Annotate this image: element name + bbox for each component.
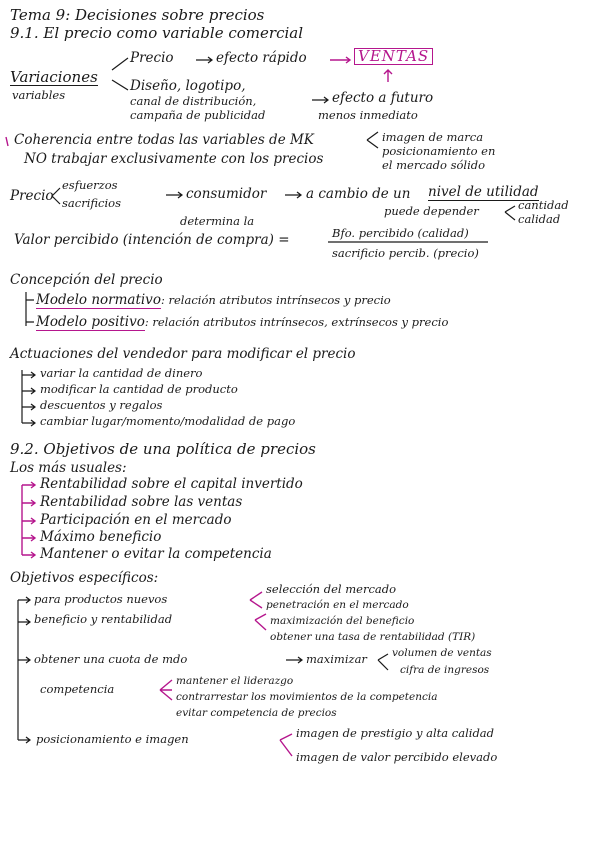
calidad: calidad [518, 212, 561, 226]
mercado-solido: el mercado sólido [382, 158, 486, 172]
fraction-numerator: Bfo. percibido (calidad) [332, 226, 469, 240]
usual-item: Rentabilidad sobre el capital invertido [40, 476, 303, 492]
precio-label: Precio [130, 50, 174, 66]
usuales-title: Los más usuales: [10, 460, 127, 476]
imagen-prestigio: imagen de prestigio y alta calidad [296, 726, 495, 740]
diseno-text: Diseño, logotipo, [130, 78, 246, 94]
canal-text: canal de distribución, [130, 94, 257, 108]
variaciones-label: Variaciones [10, 68, 98, 86]
consumidor: consumidor [186, 186, 267, 202]
cifra-ingresos: cifra de ingresos [400, 664, 490, 676]
coherencia-line1: Coherencia entre todas las variables de MK [14, 132, 314, 148]
efecto-rapido: efecto rápido [216, 50, 307, 66]
posicionamiento-imagen: posicionamiento e imagen [36, 732, 189, 746]
actuacion-item: variar la cantidad de dinero [40, 366, 203, 380]
usual-item: Rentabilidad sobre las ventas [40, 494, 243, 510]
puede-depender: puede depender [384, 204, 479, 218]
volumen-ventas: volumen de ventas [392, 647, 492, 659]
page-title: Tema 9: Decisiones sobre precios [10, 6, 265, 24]
mantener-liderazgo: mantener el liderazgo [176, 675, 294, 687]
beneficio-rentabilidad: beneficio y rentabilidad [34, 612, 173, 626]
tasa-rentabilidad: obtener una tasa de rentabilidad (TIR) [270, 631, 476, 643]
cantidad: cantidad [518, 198, 569, 212]
especificos-title: Objetivos específicos: [10, 570, 159, 586]
determina-la: determina la [180, 214, 255, 228]
maximizacion-beneficio: maximización del beneficio [270, 615, 415, 627]
actuacion-item: descuentos y regalos [40, 398, 163, 412]
modelo-normativo: Modelo normativo [36, 292, 161, 308]
imagen-marca: imagen de marca [382, 130, 484, 144]
maximizar: maximizar [306, 652, 367, 666]
normativo-text: : relación atributos intrínsecos y precio [160, 293, 391, 307]
actuacion-item: cambiar lugar/momento/modalidad de pago [40, 414, 296, 428]
usual-item: Participación en el mercado [40, 512, 232, 528]
concepcion-title: Concepción del precio [10, 272, 163, 288]
section-9-1-heading: 9.1. El precio como variable comercial [10, 24, 304, 42]
nivel-de-utilidad: nivel de utilidad [428, 184, 539, 200]
seleccion-mercado: selección del mercado [266, 582, 397, 596]
usual-item: Mantener o evitar la competencia [40, 546, 272, 562]
modelo-positivo: Modelo positivo [36, 314, 145, 330]
efecto-futuro: efecto a futuro [332, 90, 434, 106]
campana-text: campaña de publicidad [130, 108, 266, 122]
actuacion-item: modificar la cantidad de producto [40, 382, 238, 396]
sacrificios: sacrificios [62, 196, 121, 210]
actuaciones-title: Actuaciones del vendedor para modificar el precio [10, 346, 356, 362]
ventas-box: VENTAS [354, 48, 433, 65]
posicionamiento-en: posicionamiento en [382, 144, 496, 158]
productos-nuevos: para productos nuevos [34, 592, 168, 606]
precio-def-label: Precio [10, 188, 54, 204]
positivo-text: : relación atributos intrínsecos, extrínsecos y precio [144, 315, 449, 329]
penetracion-mercado: penetración en el mercado [266, 599, 409, 611]
section-9-2-heading: 9.2. Objetivos de una política de precios [10, 440, 316, 458]
imagen-valor-elevado: imagen de valor percibido elevado [296, 750, 498, 764]
valor-percibido: Valor percibido (intención de compra) = [14, 232, 290, 248]
a-cambio-de-un: a cambio de un [306, 186, 411, 202]
usual-item: Máximo beneficio [40, 529, 162, 545]
evitar-competencia: evitar competencia de precios [176, 707, 337, 719]
coherencia-line2: NO trabajar exclusivamente con los precios [24, 151, 324, 167]
cuota-mdo: obtener una cuota de mdo [34, 652, 188, 666]
variables-sublabel: variables [12, 88, 66, 102]
esfuerzos: esfuerzos [62, 178, 118, 192]
menos-inmediato: menos inmediato [318, 108, 418, 122]
competencia: competencia [40, 682, 115, 696]
fraction-denominator: sacrificio percib. (precio) [332, 246, 479, 260]
contrarrestar: contrarrestar los movimientos de la competencia [176, 691, 438, 703]
